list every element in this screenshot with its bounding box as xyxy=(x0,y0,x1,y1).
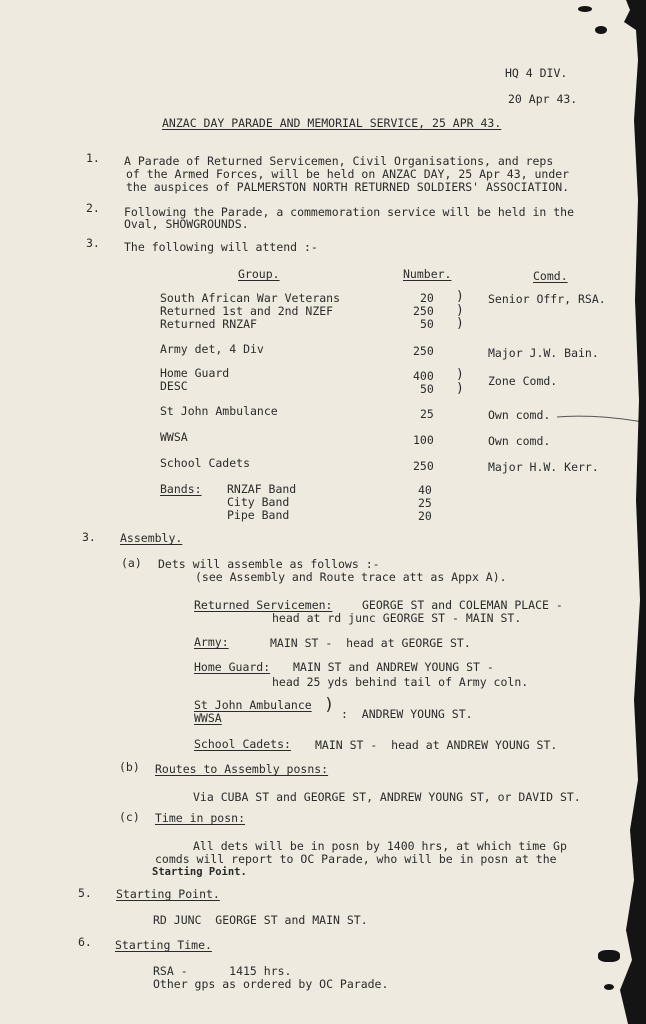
group-comd: Major J.W. Bain. xyxy=(488,346,599,360)
group-comd: Zone Comd. xyxy=(488,374,558,388)
group-name: School Cadets xyxy=(160,456,251,470)
para-line: Following the Parade, a commemoration service will be held in the xyxy=(124,205,575,219)
para-line: (see Assembly and Route trace att as Appx A). xyxy=(195,570,507,584)
para-number: 5. xyxy=(78,886,92,900)
para-line: Other gps as ordered by OC Parade. xyxy=(153,977,389,991)
column-header-group: Group. xyxy=(238,267,280,281)
torn-edge xyxy=(616,0,646,1024)
group-name: Army det, 4 Div xyxy=(160,342,264,356)
para-line: of the Armed Forces, will be held on ANZAC DAY, 25 Apr 43, under xyxy=(126,167,570,181)
assembly-route: MAIN ST and ANDREW YOUNG ST - xyxy=(293,660,494,674)
band-name: RNZAF Band xyxy=(227,482,297,496)
para-line: A Parade of Returned Servicemen, Civil Organisations, and reps xyxy=(124,154,554,168)
group-name: South African War Veterans xyxy=(160,291,341,305)
group-number: 400 xyxy=(413,369,434,383)
group-comd: Major H.W. Kerr. xyxy=(488,460,599,474)
assembly-route: GEORGE ST and COLEMAN PLACE - xyxy=(362,598,563,612)
brace-glyph: ) xyxy=(324,695,335,715)
date-header: 20 Apr 43. xyxy=(508,92,578,106)
unit-header: HQ 4 DIV. xyxy=(505,66,568,80)
band-number: 40 xyxy=(418,483,432,497)
section-heading: Assembly. xyxy=(120,531,183,545)
para-number: 6. xyxy=(78,935,92,949)
band-number: 20 xyxy=(418,509,432,523)
column-header-comd: Comd. xyxy=(533,269,568,283)
group-number: 250 xyxy=(413,459,434,473)
group-number: 50 xyxy=(420,382,434,396)
group-number: 100 xyxy=(413,433,434,447)
para-number: 1. xyxy=(86,151,100,165)
group-number: 25 xyxy=(420,407,434,421)
document-title: ANZAC DAY PARADE AND MEMORIAL SERVICE, 25 APR 43. xyxy=(162,116,502,130)
subpara-label: (b) xyxy=(119,760,140,774)
assembly-route: head at rd junc GEORGE ST - MAIN ST. xyxy=(272,611,522,625)
bands-label: Bands: xyxy=(160,482,202,496)
group-name: DESC xyxy=(160,379,188,393)
column-header-number: Number. xyxy=(403,267,452,281)
para-line: Starting Point. xyxy=(152,866,247,878)
brace-glyph: ) xyxy=(456,316,464,331)
para-line: The following will attend :- xyxy=(124,240,318,254)
ink-blot xyxy=(578,6,592,12)
brace-glyph: ) xyxy=(456,367,464,382)
band-name: Pipe Band xyxy=(227,508,290,522)
para-line: comds will report to OC Parade, who will be in posn at the xyxy=(155,852,557,866)
group-comd: Senior Offr, RSA. xyxy=(488,292,606,306)
para-number: 2. xyxy=(86,201,100,215)
subpara-heading: Routes to Assembly posns: xyxy=(155,762,329,776)
group-comd: Own comd. xyxy=(488,434,551,448)
ink-blot xyxy=(595,26,607,34)
para-line: Dets will assemble as follows :- xyxy=(158,557,380,571)
group-number: 250 xyxy=(413,344,434,358)
subpara-heading: Time in posn: xyxy=(155,811,246,825)
brace-glyph: ) xyxy=(456,289,464,304)
brace-glyph: ) xyxy=(456,381,464,396)
para-line: Via CUBA ST and GEORGE ST, ANDREW YOUNG ST, or DAVID ST. xyxy=(193,790,581,804)
assembly-route: head 25 yds behind tail of Army coln. xyxy=(272,675,529,689)
assembly-unit-label: Returned Servicemen: xyxy=(194,598,333,612)
group-comd: Own comd. xyxy=(488,408,551,422)
para-line: RD JUNC GEORGE ST and MAIN ST. xyxy=(153,913,368,927)
para-line: All dets will be in posn by 1400 hrs, at which time Gp xyxy=(193,839,567,853)
group-name: Returned RNZAF xyxy=(160,317,257,331)
group-name: Home Guard xyxy=(160,366,230,380)
group-number: 50 xyxy=(420,317,434,331)
assembly-route: MAIN ST - head at GEORGE ST. xyxy=(270,636,471,650)
subpara-label: (a) xyxy=(121,556,142,570)
group-number: 250 xyxy=(413,304,434,318)
group-name: Returned 1st and 2nd NZEF xyxy=(160,304,334,318)
assembly-unit-label: Army: xyxy=(194,635,229,649)
band-name: City Band xyxy=(227,495,290,509)
assembly-route: : ANDREW YOUNG ST. xyxy=(341,707,473,721)
para-number: 3. xyxy=(82,530,96,544)
ink-blot xyxy=(604,984,614,990)
para-number: 3. xyxy=(86,236,100,250)
assembly-unit-label: WWSA xyxy=(194,711,222,725)
group-number: 20 xyxy=(420,291,434,305)
group-name: WWSA xyxy=(160,430,188,444)
para-line: Oval, SHOWGROUNDS. xyxy=(124,217,249,231)
brace-glyph: ) xyxy=(456,303,464,318)
assembly-route: MAIN ST - head at ANDREW YOUNG ST. xyxy=(315,738,558,752)
assembly-unit-label: School Cadets: xyxy=(194,737,291,751)
section-heading: Starting Time. xyxy=(115,938,212,952)
assembly-unit-label: St John Ambulance xyxy=(194,698,312,712)
para-line: RSA - 1415 hrs. xyxy=(153,964,292,978)
ink-blot xyxy=(598,950,620,962)
section-heading: Starting Point. xyxy=(116,887,220,901)
group-name: St John Ambulance xyxy=(160,404,278,418)
para-line: the auspices of PALMERSTON NORTH RETURNED SOLDIERS' ASSOCIATION. xyxy=(126,180,570,194)
assembly-unit-label: Home Guard: xyxy=(194,660,271,674)
band-number: 25 xyxy=(418,496,432,510)
subpara-label: (c) xyxy=(119,810,140,824)
